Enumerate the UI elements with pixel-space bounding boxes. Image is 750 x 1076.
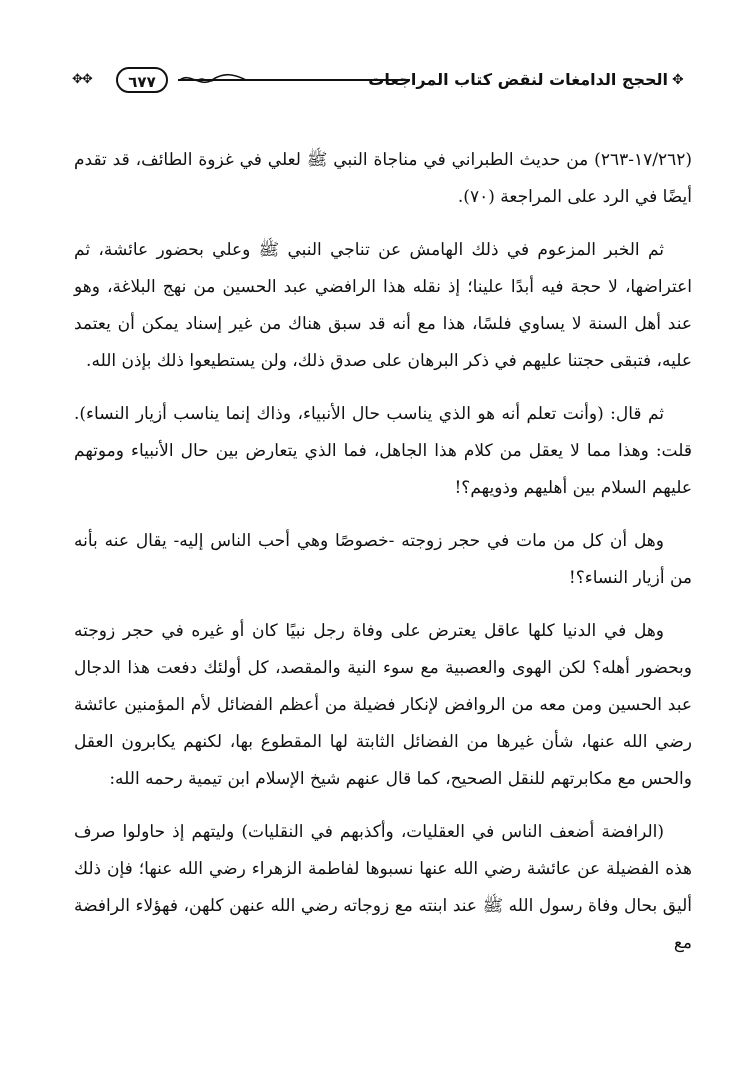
paragraph: وهل في الدنيا كلها عاقل يعترض على وفاة رجل نبيًا كان أو غيره في حجر زوجته وبحضور أهله؟ لكن الهوى والعصبية مع سوء النية والمقصد، كل أولئك دفعت هذا الدجال عبد الحسين ومن معه من الروافض لإنكار فضيلة من أعظم الفضائل لأم المؤمنين عائشة رضي الله عنها، شأن غيرها من الفضائل الثابتة لها المقطوع بها، لكنهم يكابرون العقل والحس مع مكابرتهم للنقل الصحيح، كما قال عنهم شيخ الإسلام ابن تيمية رحمه الله: <box>74 621 692 789</box>
page-number-ornament <box>70 64 180 96</box>
paragraph: (الرافضة أضعف الناس في العقليات، وأكذبهم في النقليات) وليتهم إذ حاولوا صرف هذه الفضيلة عن عائشة رضي الله عنها نسبوها لفاطمة الزهراء رضي الله عنها؛ فإن ذلك أليق بحال وفاة رسول الله ﷺ عند ابنته مع زوجاته رضي الله عنهن كلهن، فهؤلاء الرافضة مع <box>74 822 692 953</box>
running-header <box>70 64 692 96</box>
book-title: الحجج الدامغات لنقض كتاب المراجعات <box>368 70 668 89</box>
paragraph: وهل أن كل من مات في حجر زوجته -خصوصًا وهي أحب الناس إليه- يقال عنه بأنه من أزيار النساء؟! <box>74 531 692 588</box>
paragraph: ثم الخبر المزعوم في ذلك الهامش عن تناجي النبي ﷺ وعلي بحضور عائشة، ثم اعتراضها، لا حجة فيه أبدًا علينا؛ إذ نقله هذا الرافضي عبد الحسين من نهج البلاغة، وهو عند أهل السنة لا يساوي فلسًا، هذا مع أنه قد سبق هناك من غير إسناد يمكن أن يعتمد عليه، فتبقى حجتنا عليهم في ذكر البرهان على صدق ذلك، ولن يستطيعوا ذلك بإذن الله. <box>74 240 692 371</box>
header-ornament-left-icon: ✥✥ <box>72 72 92 87</box>
paragraph: ثم قال: (وأنت تعلم أنه هو الذي يناسب حال الأنبياء، وذاك إنما يناسب أزيار النساء). قلت: وهذا مما لا يعقل من كلام هذا الجاهل، فما الذي يتعارض بين حال الأنبياء وموتهم عليهم السلام بين أهليهم وذويهم؟! <box>74 404 692 498</box>
paragraph: (١٧/٢٦٢-٢٦٣) من حديث الطبراني في مناجاة النبي ﷺ لعلي في غزوة الطائف، قد تقدم أيضًا في الرد على المراجعة (٧٠). <box>74 150 692 207</box>
page-number: ٦٧٧ <box>116 67 168 93</box>
page-body <box>74 142 692 978</box>
header-ornament-right-icon: ✥ <box>672 72 684 88</box>
